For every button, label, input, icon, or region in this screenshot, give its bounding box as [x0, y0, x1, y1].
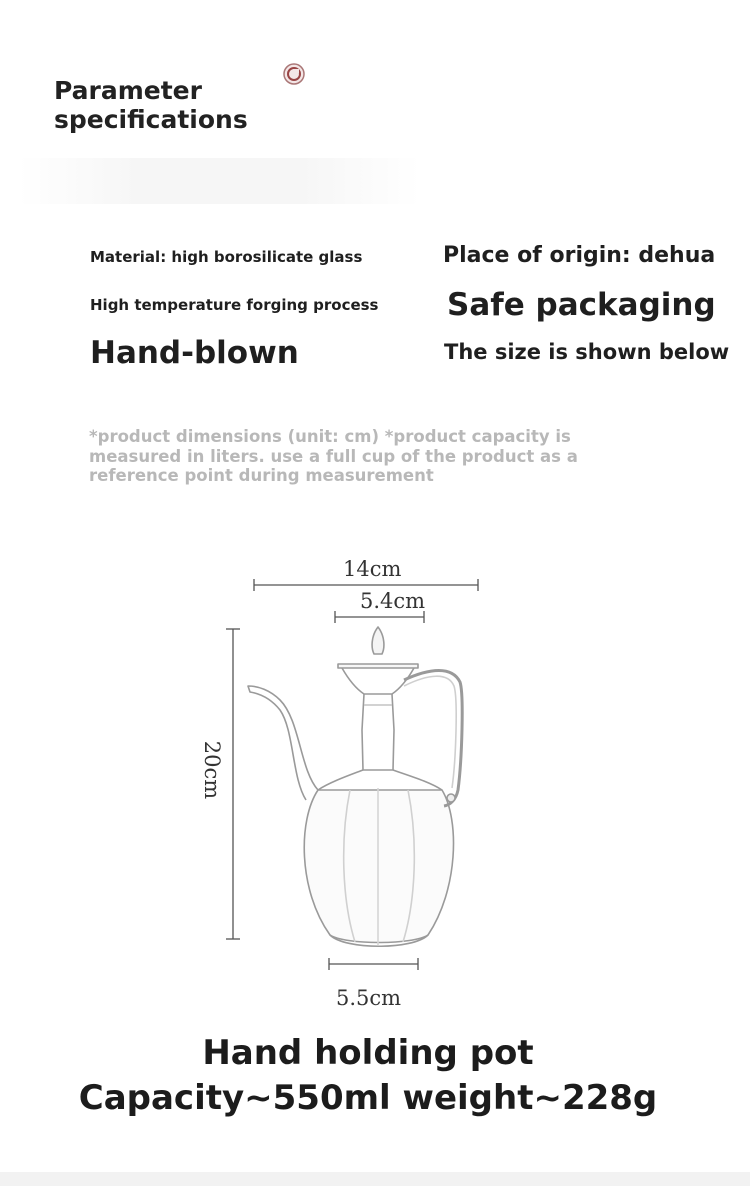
footer-strip [0, 1172, 750, 1186]
spec-size-note: The size is shown below [444, 340, 730, 364]
spec-process: High temperature forging process [90, 296, 379, 314]
spec-material: Material: high borosilicate glass [90, 248, 363, 266]
title-line-1: Parameter [54, 76, 202, 105]
dimension-lid-width: 5.4cm [360, 589, 426, 613]
title-line-2: specifications [54, 105, 248, 134]
dimension-base-width: 5.5cm [336, 986, 402, 1010]
glass-pot [248, 627, 462, 946]
measurement-note: *product dimensions (unit: cm) *product capacity is measured in liters. use a full cup of the product as a reference point during measurement [89, 427, 578, 485]
product-name: Hand holding pot [202, 1033, 534, 1073]
spec-origin: Place of origin: dehua [443, 243, 716, 268]
spec-craft: Hand-blown [90, 335, 299, 371]
dimension-total-width: 14cm [343, 557, 402, 581]
spec-packaging: Safe packaging [447, 287, 716, 323]
dimension-height: 20cm [200, 740, 224, 800]
product-capacity-weight: Capacity~550ml weight~228g [78, 1078, 658, 1118]
